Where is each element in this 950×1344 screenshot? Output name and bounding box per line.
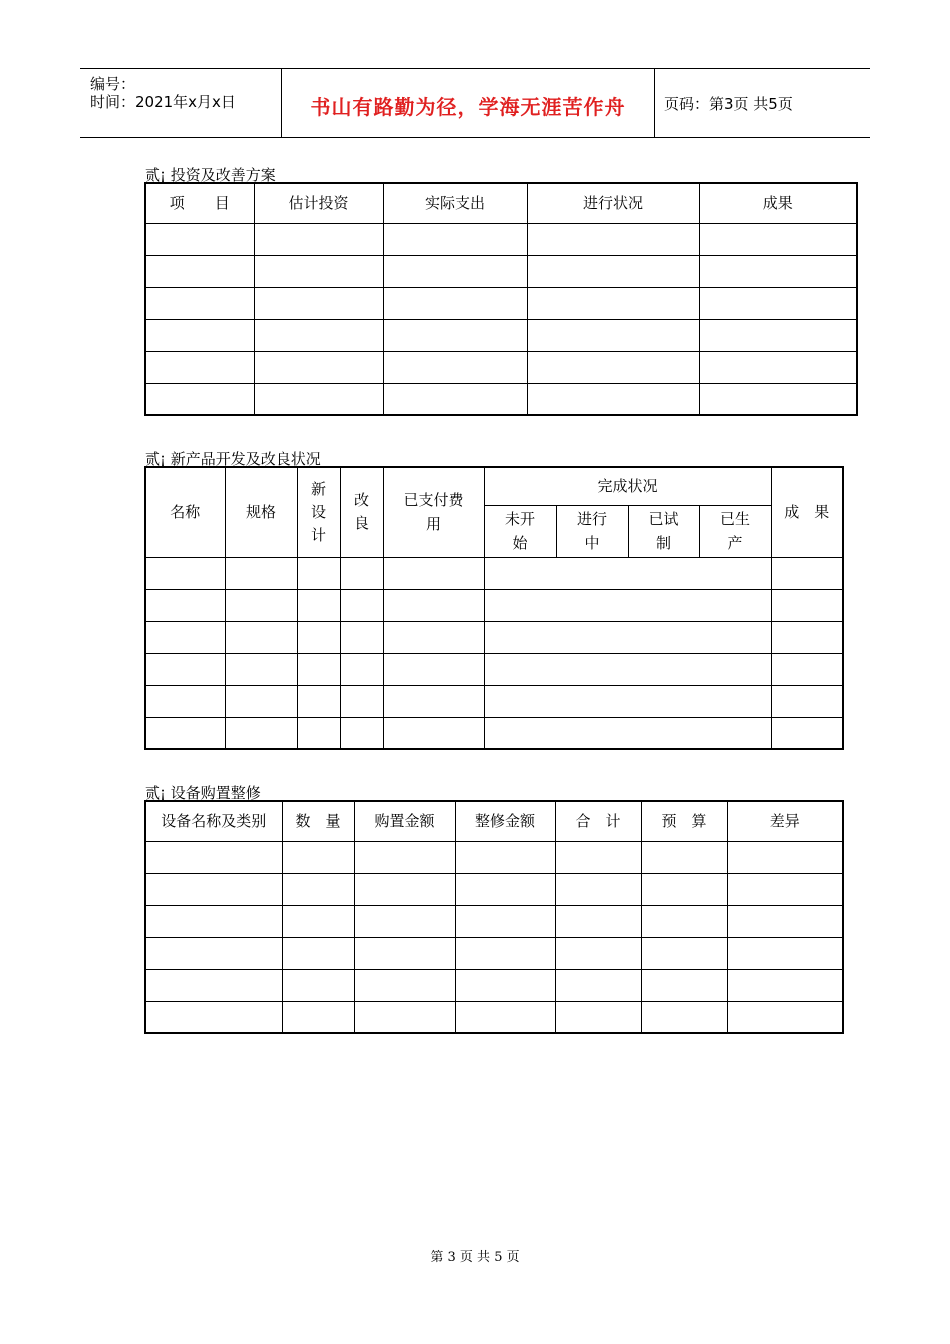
new-product-table	[144, 466, 844, 750]
table-row	[145, 873, 843, 905]
table-cell[interactable]	[527, 383, 699, 415]
table-cell[interactable]	[484, 589, 771, 621]
table-cell[interactable]	[145, 589, 225, 621]
table-cell[interactable]	[225, 621, 297, 653]
header-new-design	[297, 467, 340, 557]
table-row	[145, 653, 843, 685]
header-paid-cost-label: 已支付费用	[403, 491, 464, 534]
table-cell[interactable]	[383, 255, 527, 287]
table-cell[interactable]	[383, 685, 484, 717]
table-cell[interactable]	[455, 905, 555, 937]
table-row	[145, 685, 843, 717]
table-cell[interactable]	[145, 255, 254, 287]
page-footer: 第 3 页 共 5 页	[430, 1250, 520, 1265]
table-row	[145, 287, 857, 319]
header-result: 成 果	[771, 467, 843, 557]
table-cell[interactable]	[225, 557, 297, 589]
header-improve	[340, 467, 383, 557]
header-divider	[654, 69, 655, 137]
header-repair-amount: 整修金额	[455, 801, 555, 841]
table-cell[interactable]	[455, 969, 555, 1001]
table-cell[interactable]	[282, 969, 354, 1001]
header-total: 合 计	[555, 801, 641, 841]
table-cell[interactable]	[145, 969, 282, 1001]
table-cell[interactable]	[699, 351, 857, 383]
table-cell[interactable]	[145, 653, 225, 685]
table-cell[interactable]	[354, 873, 455, 905]
header-completion: 完成状况	[484, 467, 771, 505]
table-cell[interactable]	[354, 905, 455, 937]
table-cell[interactable]	[699, 383, 857, 415]
header-motto: 书山有路勤为径，学海无涯苦作舟	[310, 95, 626, 119]
table-cell[interactable]	[145, 557, 225, 589]
table-row	[145, 319, 857, 351]
table-cell[interactable]	[641, 905, 727, 937]
table-cell[interactable]	[254, 319, 383, 351]
table-cell[interactable]	[145, 685, 225, 717]
table-cell[interactable]	[727, 873, 843, 905]
header-paid-cost	[383, 467, 484, 557]
serial-number-label: 编号：	[90, 75, 136, 93]
table-cell[interactable]	[484, 685, 771, 717]
table-cell[interactable]	[383, 351, 527, 383]
table-cell[interactable]	[383, 717, 484, 749]
table-cell[interactable]	[527, 351, 699, 383]
table-cell[interactable]	[455, 841, 555, 873]
table-cell[interactable]	[145, 319, 254, 351]
table-cell[interactable]	[484, 717, 771, 749]
table-cell[interactable]	[555, 873, 641, 905]
header-equipment-name: 设备名称及类别	[145, 801, 282, 841]
table-cell[interactable]	[455, 1001, 555, 1033]
table-cell[interactable]	[145, 351, 254, 383]
table-cell[interactable]	[297, 621, 340, 653]
table-row	[145, 937, 843, 969]
header-page-info: 页码：第3页 共5页	[664, 95, 793, 113]
equipment-table	[144, 800, 844, 1034]
table-cell[interactable]	[527, 319, 699, 351]
table-cell[interactable]	[254, 287, 383, 319]
table-cell[interactable]	[354, 969, 455, 1001]
table-cell[interactable]	[484, 621, 771, 653]
header-actual-expense: 实际支出	[383, 183, 527, 223]
header-prototyped	[628, 505, 699, 557]
table-cell[interactable]	[282, 841, 354, 873]
table-cell[interactable]	[145, 841, 282, 873]
table-cell[interactable]	[555, 937, 641, 969]
table-cell[interactable]	[727, 1001, 843, 1033]
table-cell[interactable]	[282, 905, 354, 937]
table-cell[interactable]	[145, 1001, 282, 1033]
header-quantity: 数 量	[282, 801, 354, 841]
header-name: 名称	[145, 467, 225, 557]
header-in-production-label: 已生产	[719, 510, 750, 552]
table-cell[interactable]	[282, 937, 354, 969]
table-cell[interactable]	[297, 557, 340, 589]
header-progress: 进行状况	[527, 183, 699, 223]
table-cell[interactable]	[641, 937, 727, 969]
table-cell[interactable]	[254, 255, 383, 287]
header-not-started-label: 未开始	[504, 510, 535, 552]
table-cell[interactable]	[354, 937, 455, 969]
header-not-started	[484, 505, 556, 557]
table-row	[145, 717, 843, 749]
table-cell[interactable]	[145, 287, 254, 319]
table-cell[interactable]	[727, 905, 843, 937]
table-cell[interactable]	[383, 589, 484, 621]
table-cell[interactable]	[145, 383, 254, 415]
table-cell[interactable]	[145, 223, 254, 255]
header-purchase-amount: 购置金额	[354, 801, 455, 841]
table-cell[interactable]	[225, 589, 297, 621]
table-cell[interactable]	[254, 223, 383, 255]
table-cell[interactable]	[225, 717, 297, 749]
table-cell[interactable]	[727, 969, 843, 1001]
table-cell[interactable]	[555, 1001, 641, 1033]
header-prototyped-label: 已试制	[648, 510, 679, 552]
table-cell[interactable]	[727, 841, 843, 873]
table-cell[interactable]	[699, 319, 857, 351]
table-row	[145, 841, 843, 873]
table-cell[interactable]	[641, 1001, 727, 1033]
table-cell[interactable]	[383, 319, 527, 351]
table-cell[interactable]	[641, 841, 727, 873]
table-cell[interactable]	[699, 223, 857, 255]
table-cell[interactable]	[225, 685, 297, 717]
section-title-investment: 贰¡ 投资及改善方案	[145, 166, 276, 184]
table-cell[interactable]	[484, 557, 771, 589]
table-header-row	[145, 801, 843, 841]
table-cell[interactable]	[484, 653, 771, 685]
table-cell[interactable]	[771, 717, 843, 749]
table-cell[interactable]	[340, 621, 383, 653]
table-cell[interactable]	[145, 905, 282, 937]
header-difference: 差异	[727, 801, 843, 841]
table-cell[interactable]	[145, 717, 225, 749]
table-row	[145, 905, 843, 937]
table-cell[interactable]	[225, 653, 297, 685]
table-cell[interactable]	[771, 653, 843, 685]
header-in-production	[699, 505, 771, 557]
table-row	[145, 589, 843, 621]
table-cell[interactable]	[354, 841, 455, 873]
table-cell[interactable]	[297, 685, 340, 717]
header-in-progress-label: 进行中	[576, 510, 607, 552]
table-cell[interactable]	[771, 685, 843, 717]
table-row	[145, 351, 857, 383]
table-cell[interactable]	[555, 969, 641, 1001]
table-cell[interactable]	[641, 969, 727, 1001]
table-row	[145, 621, 843, 653]
table-row	[145, 557, 843, 589]
table-cell[interactable]	[527, 287, 699, 319]
header-new-design-label: 新设计	[310, 479, 326, 544]
table-cell[interactable]	[555, 841, 641, 873]
page-header	[80, 68, 870, 138]
section-title-equipment: 贰¡ 设备购置整修	[145, 784, 261, 802]
table-cell[interactable]	[340, 589, 383, 621]
table-cell[interactable]	[727, 937, 843, 969]
table-row	[145, 255, 857, 287]
table-cell[interactable]	[383, 383, 527, 415]
section-title-new-product: 贰¡ 新产品开发及改良状况	[145, 450, 321, 468]
table-cell[interactable]	[771, 621, 843, 653]
table-cell[interactable]	[282, 873, 354, 905]
table-cell[interactable]	[383, 621, 484, 653]
header-item: 项 目	[145, 183, 254, 223]
table-cell[interactable]	[297, 589, 340, 621]
table-cell[interactable]	[527, 223, 699, 255]
investment-table	[144, 182, 858, 416]
header-improve-label: 改良	[353, 491, 369, 533]
table-header-row	[145, 183, 857, 223]
table-header-row	[145, 467, 843, 505]
header-budget: 预 算	[641, 801, 727, 841]
table-row	[145, 223, 857, 255]
table-cell[interactable]	[527, 255, 699, 287]
table-cell[interactable]	[641, 873, 727, 905]
table-cell[interactable]	[145, 937, 282, 969]
table-cell[interactable]	[354, 1001, 455, 1033]
table-cell[interactable]	[145, 873, 282, 905]
table-cell[interactable]	[340, 557, 383, 589]
table-row	[145, 969, 843, 1001]
table-cell[interactable]	[254, 383, 383, 415]
table-cell[interactable]	[282, 1001, 354, 1033]
table-cell[interactable]	[383, 557, 484, 589]
table-cell[interactable]	[699, 255, 857, 287]
table-row	[145, 1001, 843, 1033]
table-row	[145, 383, 857, 415]
table-cell[interactable]	[699, 287, 857, 319]
header-result: 成果	[699, 183, 857, 223]
table-cell[interactable]	[340, 653, 383, 685]
table-cell[interactable]	[455, 873, 555, 905]
table-cell[interactable]	[383, 653, 484, 685]
table-cell[interactable]	[383, 223, 527, 255]
table-cell[interactable]	[555, 905, 641, 937]
table-cell[interactable]	[145, 621, 225, 653]
date-label: 时间：2021年x月x日	[90, 93, 236, 111]
header-spec: 规格	[225, 467, 297, 557]
table-cell[interactable]	[340, 717, 383, 749]
table-cell[interactable]	[771, 557, 843, 589]
table-cell[interactable]	[297, 717, 340, 749]
table-cell[interactable]	[771, 589, 843, 621]
header-in-progress	[556, 505, 628, 557]
table-cell[interactable]	[455, 937, 555, 969]
table-cell[interactable]	[254, 351, 383, 383]
table-cell[interactable]	[297, 653, 340, 685]
header-estimated-investment: 估计投资	[254, 183, 383, 223]
table-cell[interactable]	[383, 287, 527, 319]
table-cell[interactable]	[340, 685, 383, 717]
